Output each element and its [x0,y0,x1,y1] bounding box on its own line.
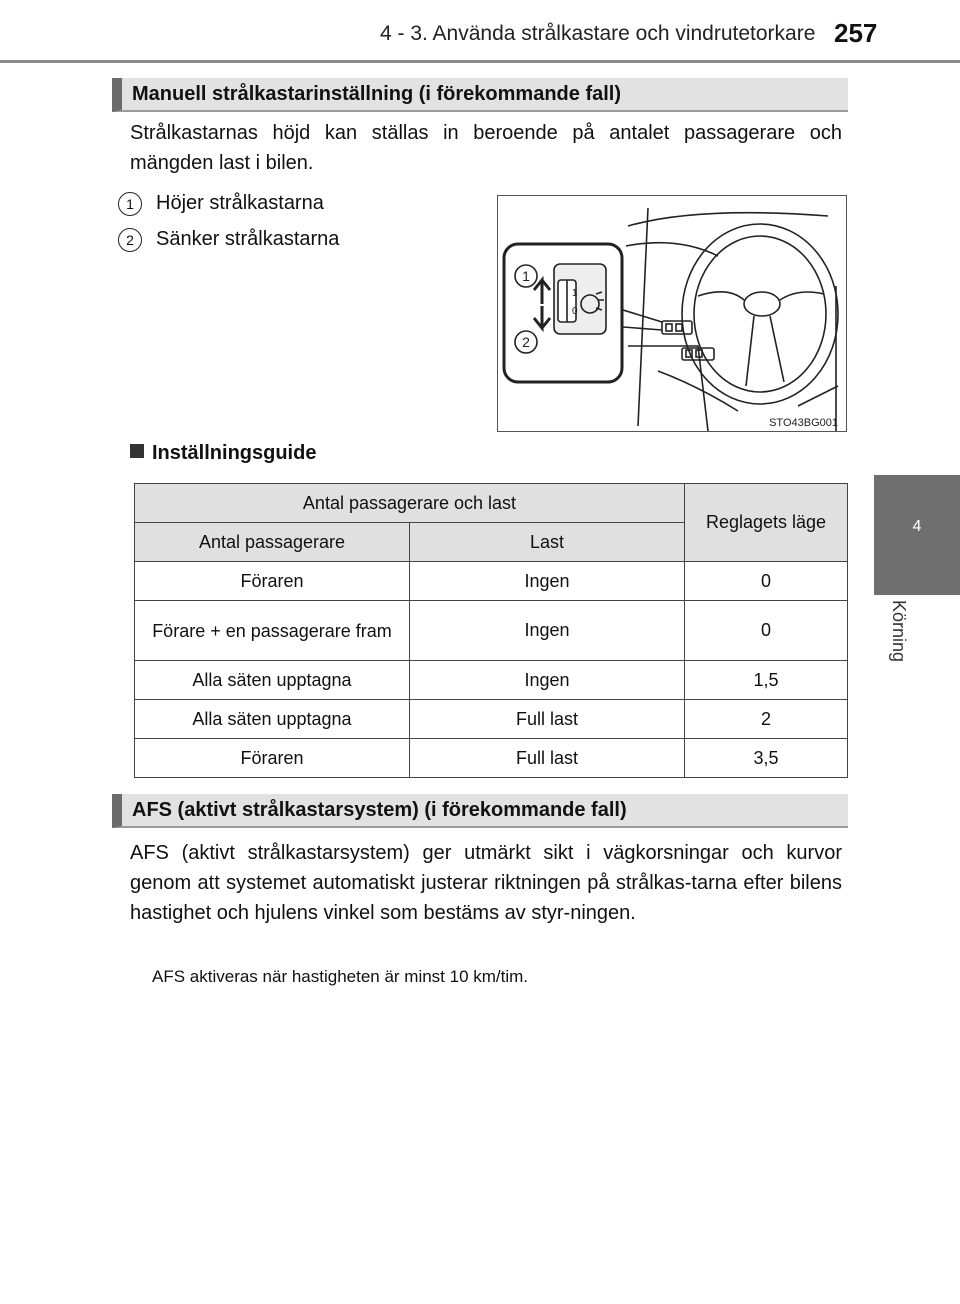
section-intro-paragraph: Strålkastarnas höjd kan ställas in beroende på antalet passagerare och mängden last i bilen. [130,122,842,174]
dashboard-drawing [498,196,846,431]
table-row [135,739,848,778]
table-row [135,661,848,700]
figure-callout-2: 2 [522,334,530,350]
table-header-position: Reglagets läge [685,484,848,562]
cell-load: Full last [410,700,685,739]
list-item [118,226,339,252]
figure-code: STO43BG001 [769,417,838,429]
list-item-text: Höjer strålkastarna [156,192,324,214]
dial-mark-1: 1 [572,288,578,299]
table-header-group: Antal passagerare och last [135,484,685,523]
cell-position: 2 [685,700,848,739]
header-rule [0,60,960,63]
cell-passengers: Föraren [135,562,410,601]
table-header-load: Last [410,523,685,562]
cell-passengers: Föraren [135,739,410,778]
section-heading-afs: AFS (aktivt strålkastarsystem) (i förekommande fall) [112,794,848,828]
cell-passengers: Förare + en passagerare fram [135,601,410,661]
cell-passengers: Alla säten upptagna [135,700,410,739]
settings-guide-table [134,483,848,778]
cell-load: Ingen [410,661,685,700]
cell-load: Full last [410,739,685,778]
page-number: 257 [834,18,878,48]
guide-heading-text: Inställningsguide [152,442,317,464]
chapter-label-text: Körning [889,600,909,663]
list-item-text: Sänker strålkastarna [156,228,340,250]
section-heading-manual: Manuell strålkastarinställning (i förekommande fall) [112,78,848,112]
headlight-dial-illustration [497,195,847,432]
afs-paragraph: AFS (aktivt strålkastarsystem) ger utmärkt sikt i vägkorsningar och kurvor genom att systemet automatiskt justerar riktningen på strålkas-tarna efter bilens hastighet och hjulens vinkel som bestäms av styr-ningen. [130,842,842,924]
cell-load: Ingen [410,601,685,661]
table-row [135,601,848,661]
running-header: 4 - 3. Använda strålkastare och vindrutetorkare [380,22,816,45]
table-row [135,562,848,601]
figure-callout-1: 1 [522,268,530,284]
table-row [135,700,848,739]
list-item [118,190,324,216]
cell-passengers: Alla säten upptagna [135,661,410,700]
cell-position: 0 [685,601,848,661]
chapter-number: 4 [912,518,922,535]
cell-position: 1,5 [685,661,848,700]
table-header-passengers: Antal passagerare [135,523,410,562]
callout-number: 1 [118,192,142,216]
cell-position: 0 [685,562,848,601]
square-bullet-icon [130,444,144,458]
guide-heading [130,442,316,465]
cell-position: 3,5 [685,739,848,778]
cell-load: Ingen [410,562,685,601]
dial-mark-0: 0 [572,306,578,317]
afs-note: AFS aktiveras när hastigheten är minst 10 km/tim. [152,967,529,986]
callout-number: 2 [118,228,142,252]
chapter-label [888,600,928,720]
